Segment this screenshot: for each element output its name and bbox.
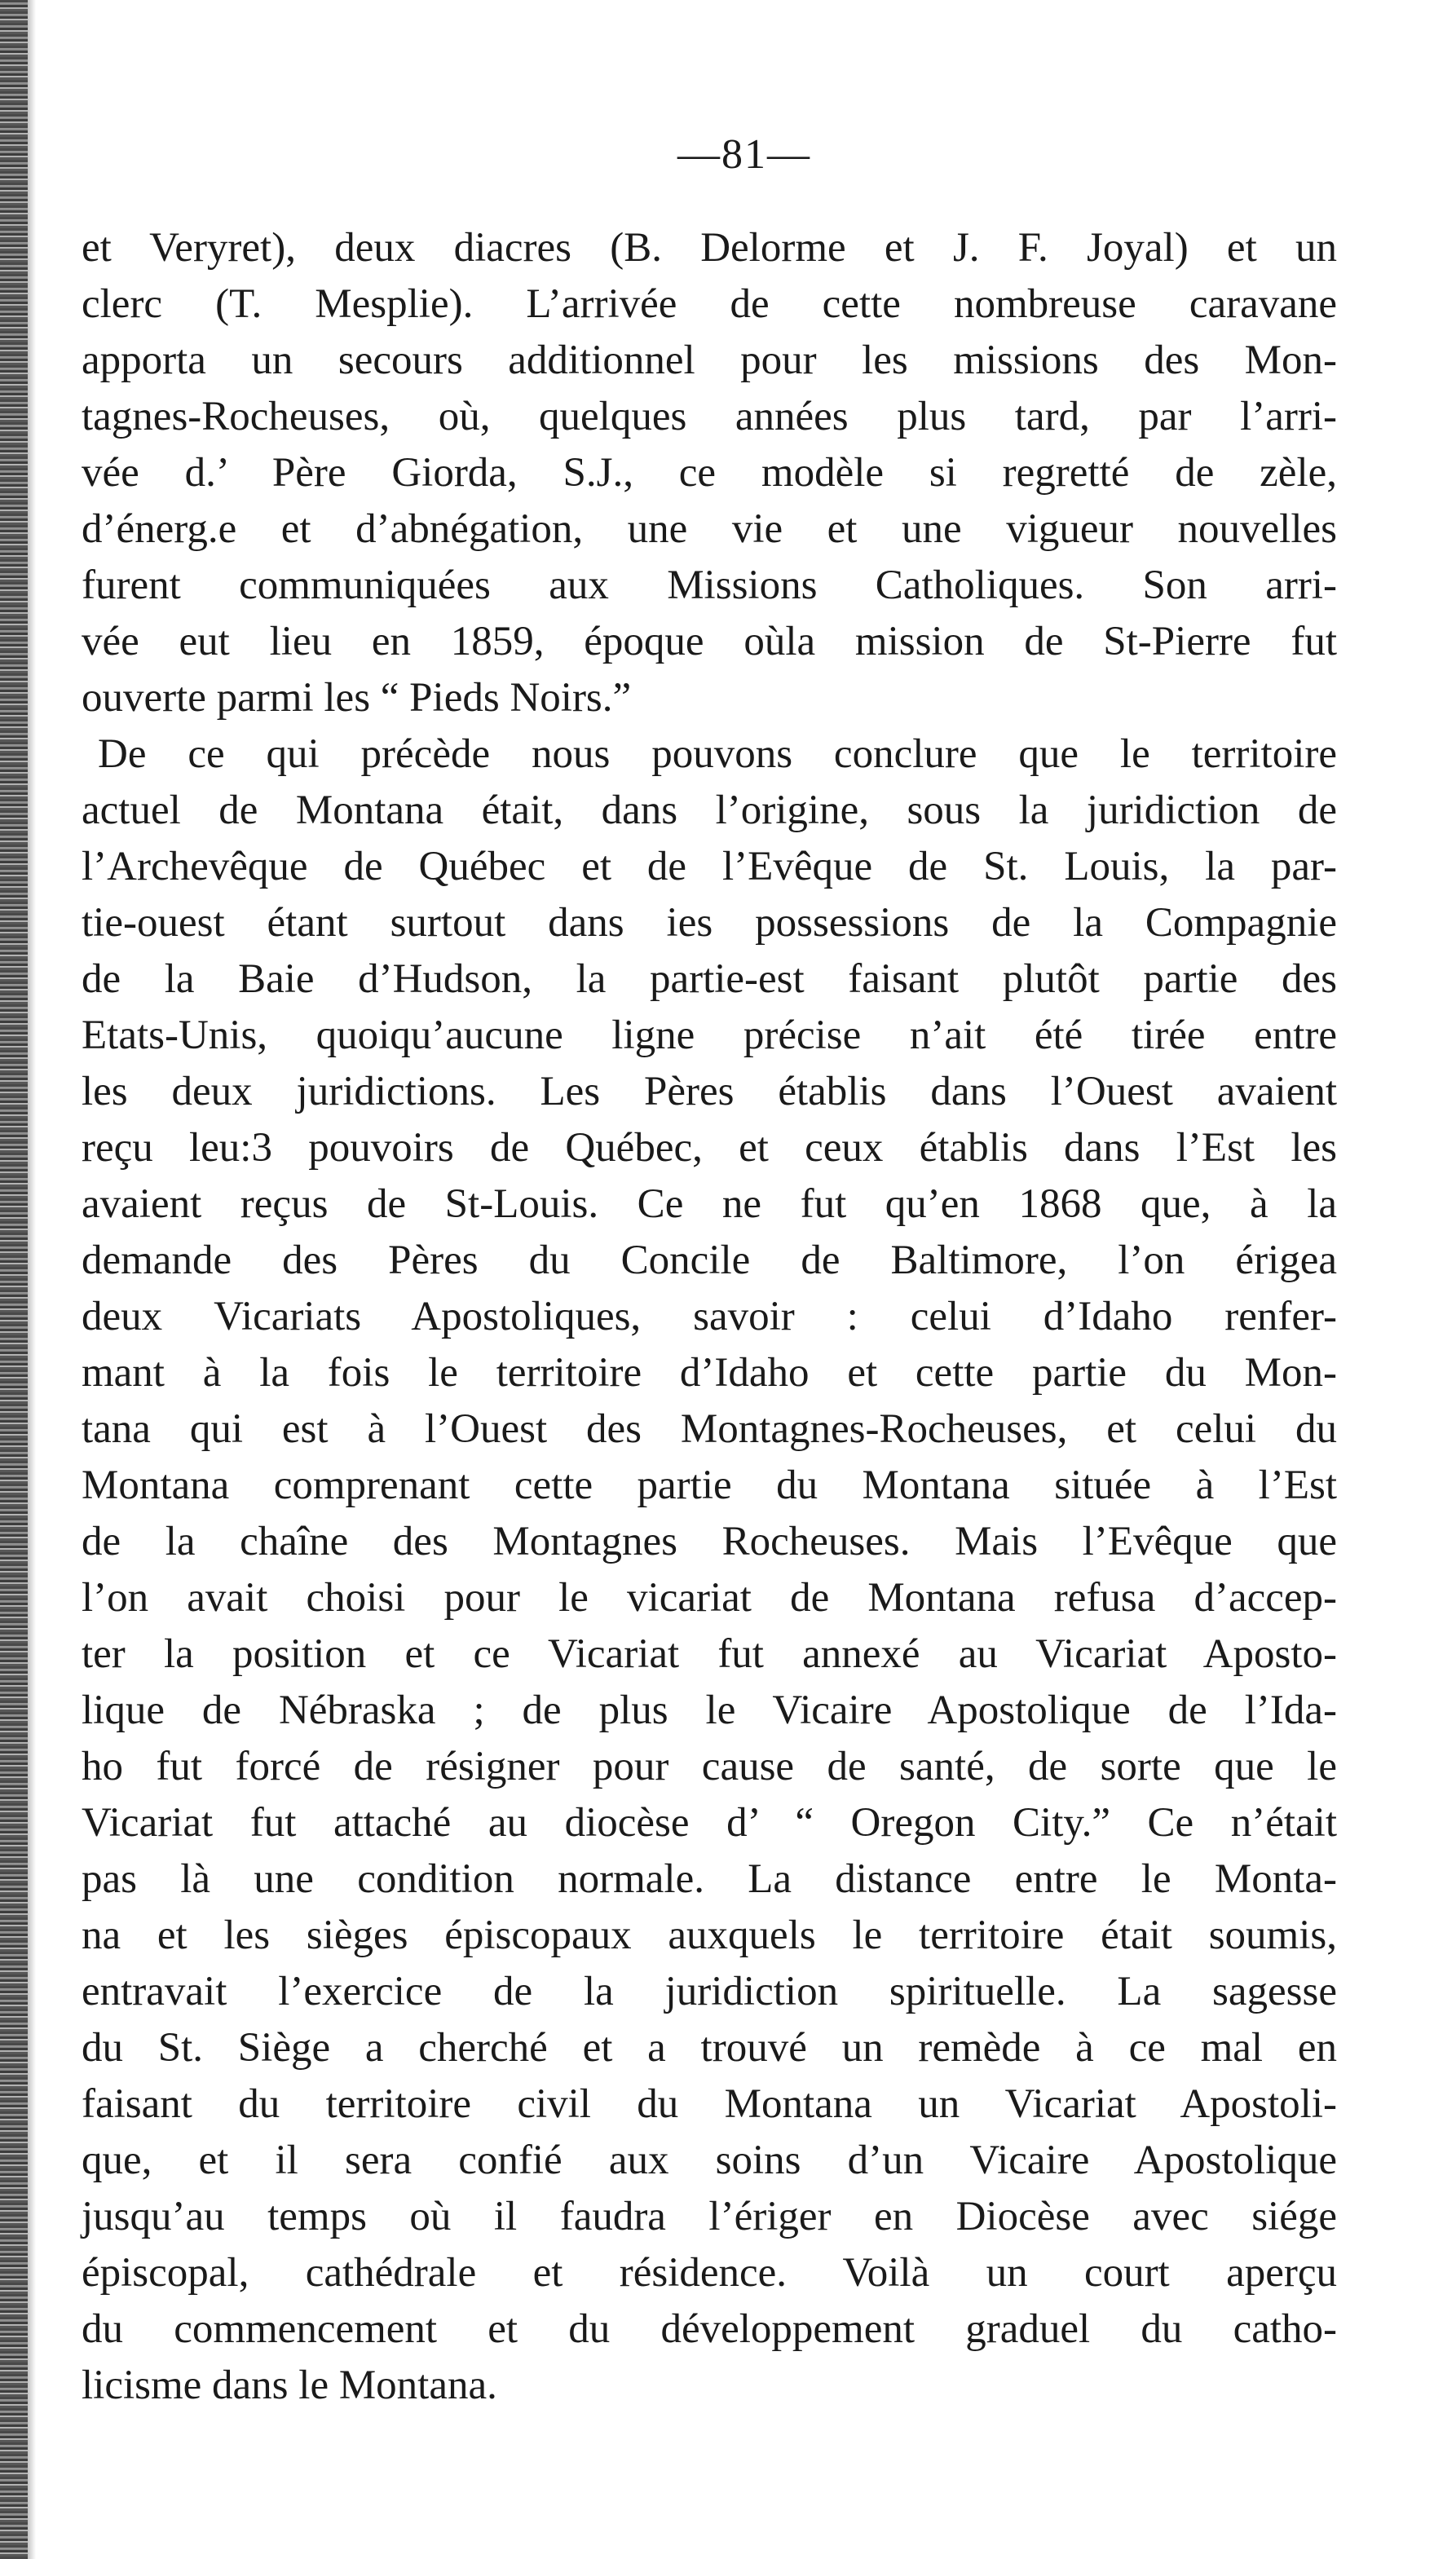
text-line: de la chaîne des Montagnes Rocheuses. Mais l’Evêque que [82,1519,1337,1564]
text-line: tie-ouest étant surtout dans ies possessions de la Compagnie [82,900,1337,946]
text-line: les deux juridictions. Les Pères établis dans l’Ouest avaient [82,1069,1337,1114]
body-text [82,220,1337,2414]
text-line: ho fut forcé de résigner pour cause de santé, de sorte que le [82,1744,1337,1789]
text-line: d’énerg.e et d’abnégation, une vie et une vigueur nouvelles [82,506,1337,552]
text-line: ter la position et ce Vicariat fut annexé au Vicariat Aposto- [82,1631,1337,1677]
text-line: clerc (T. Mesplie). L’arrivée de cette nombreuse caravane [82,281,1337,327]
text-line: du commencement et du développement graduel du catho- [82,2306,1337,2352]
text-line: tagnes-Rocheuses, où, quelques années plus tard, par l’arri- [82,394,1337,439]
text-line: Montana comprenant cette partie du Montana située à l’Est [82,1463,1337,1508]
text-line: ouverte parmi les “ Pieds Noirs.” [82,675,632,721]
text-line: de la Baie d’Hudson, la partie-est faisant plutôt partie des [82,956,1337,1002]
text-line: furent communiquées aux Missions Catholiques. Son arri- [82,563,1337,608]
text-line: jusqu’au temps où il faudra l’ériger en Diocèse avec siége [82,2194,1337,2239]
text-line: De ce qui précède nous pouvons conclure que le territoire [98,731,1337,777]
text-line: faisant du territoire civil du Montana un Vicariat Apostoli- [82,2081,1337,2127]
text-line: demande des Pères du Concile de Baltimore, l’on érigea [82,1238,1337,1283]
text-line: avaient reçus de St-Louis. Ce ne fut qu’en 1868 que, à la [82,1181,1337,1227]
page-number: —81— [677,131,811,178]
text-line: épiscopal, cathédrale et résidence. Voilà un court aperçu [82,2250,1337,2296]
text-line: et Veryret), deux diacres (B. Delorme et J. F. Joyal) et un [82,225,1337,271]
text-line: Vicariat fut attaché au diocèse d’ “ Oregon City.” Ce n’était [82,1800,1337,1846]
text-line: lique de Nébraska ; de plus le Vicaire Apostolique de l’Ida- [82,1688,1337,1733]
text-line: Etats-Unis, quoiqu’aucune ligne précise n’ait été tirée entre [82,1013,1337,1058]
text-line: entravait l’exercice de la juridiction spirituelle. La sagesse [82,1969,1337,2014]
text-line: actuel de Montana était, dans l’origine, sous la juridiction de [82,788,1337,833]
text-line: pas là une condition normale. La distance entre le Monta- [82,1856,1337,1902]
paragraph-1 [82,220,1337,726]
text-line: que, et il sera confié aux soins d’un Vicaire Apostolique [82,2138,1337,2183]
text-line: vée eut lieu en 1859, époque oùla mission de St-Pierre fut [82,619,1337,664]
paragraph-2 [82,726,1337,2414]
text-line: tana qui est à l’Ouest des Montagnes-Rocheuses, et celui du [82,1406,1337,1452]
text-line: reçu leu:3 pouvoirs de Québec, et ceux établis dans l’Est les [82,1125,1337,1171]
text-line: l’Archevêque de Québec et de l’Evêque de St. Louis, la par- [82,844,1337,889]
text-line: vée d.’ Père Giorda, S.J., ce modèle si regretté de zèle, [82,450,1337,496]
text-line: apporta un secours additionnel pour les missions des Mon- [82,338,1337,383]
text-line: mant à la fois le territoire d’Idaho et cette partie du Mon- [82,1350,1337,1396]
text-line: deux Vicariats Apostoliques, savoir : celui d’Idaho renfer- [82,1294,1337,1339]
text-line: l’on avait choisi pour le vicariat de Montana refusa d’accep- [82,1575,1337,1621]
page-binding-edge [0,0,28,2559]
text-line: du St. Siège a cherché et a trouvé un remède à ce mal en [82,2025,1337,2071]
text-line: na et les sièges épiscopaux auxquels le territoire était soumis, [82,1913,1337,1958]
text-line: licisme dans le Montana. [82,2363,497,2408]
